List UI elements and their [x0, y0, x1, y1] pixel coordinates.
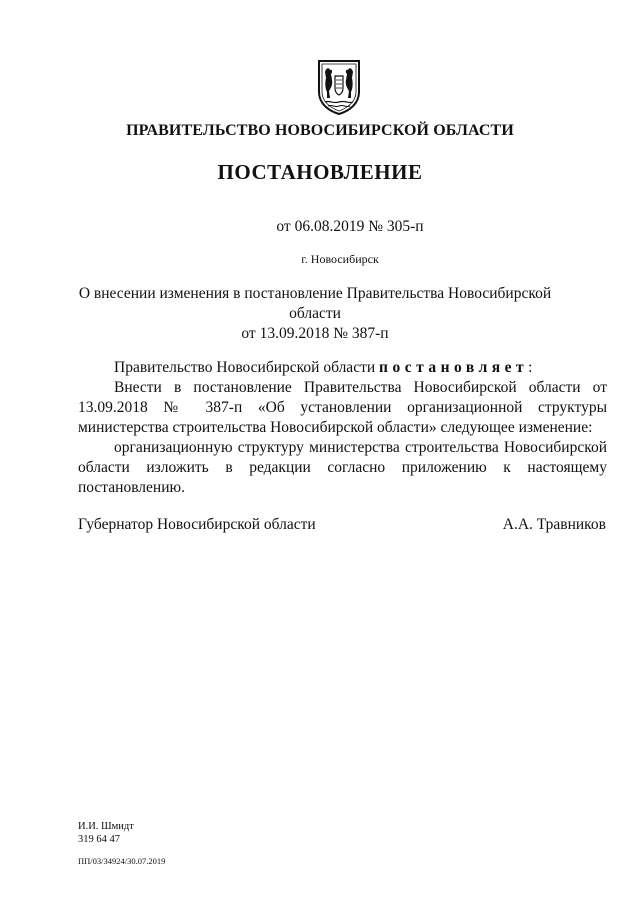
executor-name: И.И. Шмидт [78, 821, 134, 832]
coat-of-arms-icon [316, 58, 362, 116]
document-code: ПП/03/34924/30.07.2019 [78, 856, 166, 866]
intro-prefix: Правительство Новосибирской области [114, 359, 380, 376]
body-paragraph-1: Внести в постановление Правительства Новосибирской области от 13.09.2018 № 387-п «Об установлении организационной структуры министерства строительства Новосибирской области» следующее изменение: [78, 379, 607, 436]
executor-info [78, 820, 134, 846]
org-title: ПРАВИТЕЛЬСТВО НОВОСИБИРСКОЙ ОБЛАСТИ [126, 122, 514, 139]
subject-line-2: от 13.09.2018 № 387-п [241, 325, 389, 342]
document-type: ПОСТАНОВЛЕНИЕ [217, 160, 423, 184]
body-paragraph-2: организационную структуру министерства строительства Новосибирской области изложить в редакции согласно приложению к настоящему постановлению. [78, 439, 607, 496]
document-date-number: от 06.08.2019 № 305-п [276, 218, 424, 235]
document-subject [60, 284, 570, 344]
signatory-name: А.А. Травников [502, 516, 606, 533]
signatory-position: Губернатор Новосибирской области [78, 516, 316, 533]
document-body [78, 358, 607, 498]
resolution-intro [78, 358, 607, 378]
subject-line-1: О внесении изменения в постановление Правительства Новосибирской области [78, 285, 552, 322]
executor-phone: 319 64 47 [78, 834, 120, 845]
intro-suffix: : [528, 359, 533, 376]
document-city: г. Новосибирск [301, 252, 379, 266]
intro-keyword: постановляет [379, 359, 529, 376]
